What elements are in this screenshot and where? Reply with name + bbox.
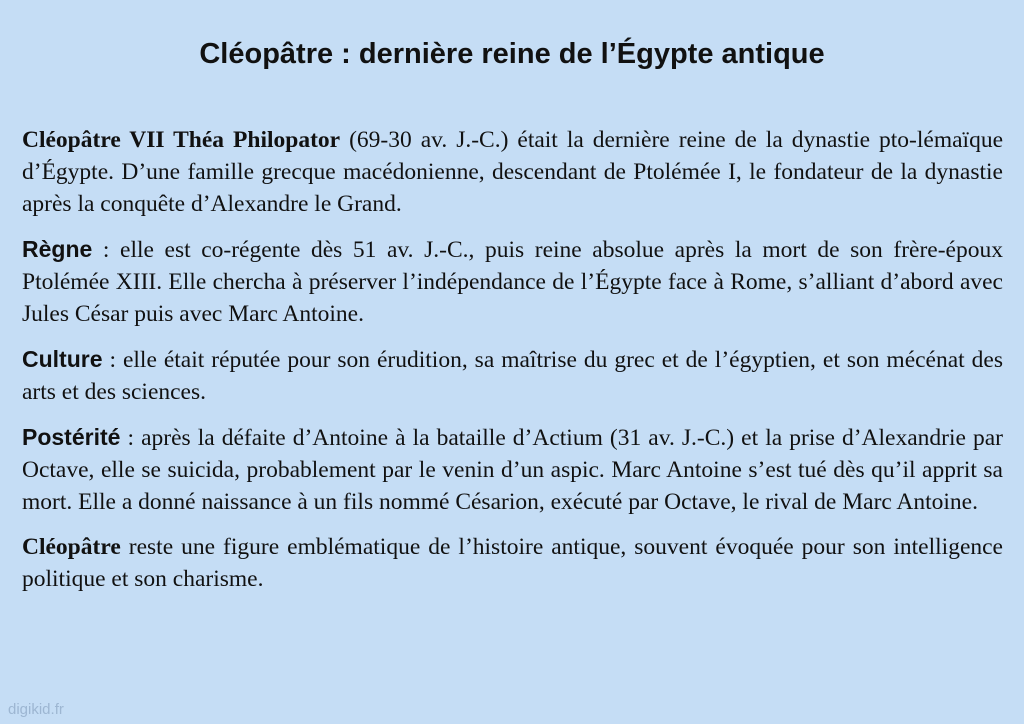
page-title: Cléopâtre : dernière reine de l’Égypte antique [199,38,825,70]
intro-text: (69-30 av. J.-C.) était la dernière reine de la dynastie pto-lémaïque d’Égypte. D’une famille grecque macédonienne, descendant de Ptolémée I, le fondateur de la dynastie après la conquête d’Alexandre le Grand. [22,127,1003,217]
regne-text: : elle est co-régente dès 51 av. J.-C., puis reine absolue après la mort de son frère-époux Ptolémée XIII. Elle chercha à préserver l’indépendance de l’Égypte face à Rome, s’alliant d’abord avec Jules César puis avec Marc Antoine. [22,237,1003,327]
regne-heading: Règne [22,236,93,262]
culture-text: : elle était réputée pour son érudition, sa maîtrise du grec et de l’égyptien, et son mécénat des arts et des sciences. [22,347,1003,405]
conclusion-lead: Cléopâtre [22,534,121,560]
paragraph-conclusion [22,531,1003,595]
paragraph-culture [22,343,1003,408]
document-body [22,124,1003,608]
culture-heading: Culture [22,346,103,372]
watermark: digikid.fr [8,701,64,718]
posterite-text: : après la défaite d’Antoine à la bataille d’Actium (31 av. J.-C.) et la prise d’Alexandrie par Octave, elle se suicida, probablement par le venin d’un aspic. Marc Antoine s’est tué dès qu’il apprit sa mort. Elle a donné naissance à un fils nommé Césarion, exécuté par Octave, le rival de Marc Antoine. [22,425,1003,515]
paragraph-posterite [22,421,1003,518]
intro-lead: Cléopâtre VII Théa Philopator [22,127,341,153]
paragraph-intro [22,124,1003,220]
conclusion-text: reste une figure emblématique de l’histoire antique, souvent évoquée pour son intelligence politique et son charisme. [22,534,1003,592]
posterite-heading: Postérité [22,424,121,450]
paragraph-regne [22,233,1003,330]
